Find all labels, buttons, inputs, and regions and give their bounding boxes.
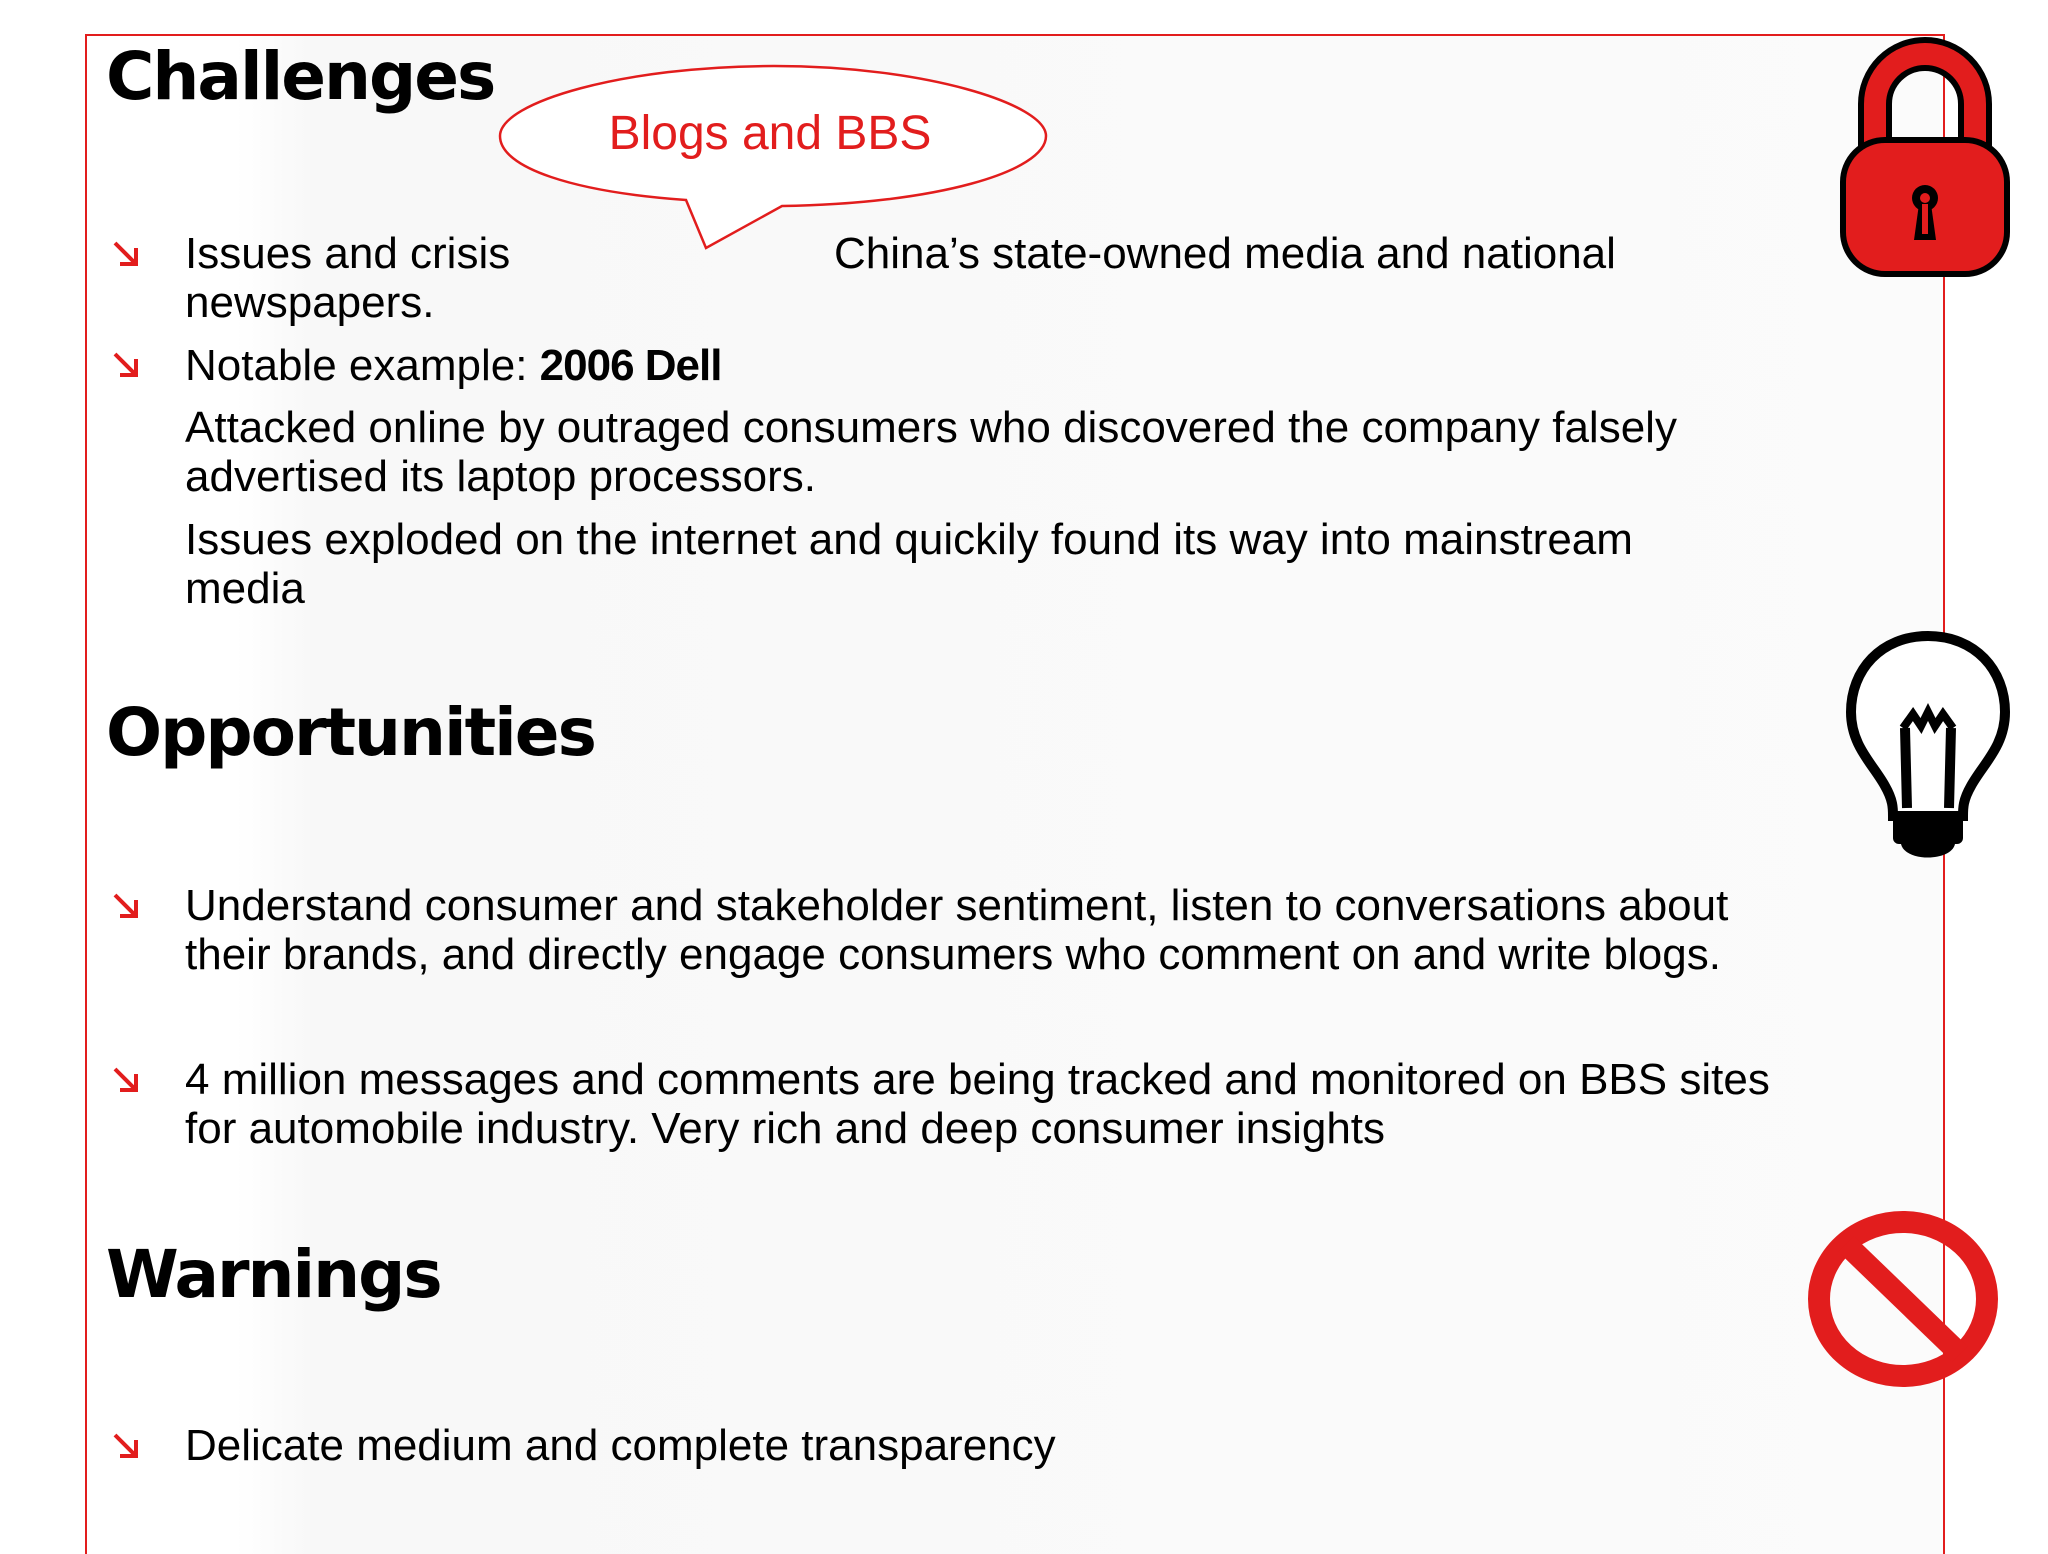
challenge-detail-2-line-2: media bbox=[185, 564, 305, 613]
notable-example-label: Notable example: bbox=[185, 341, 540, 390]
opportunity-bullet-2-line-2: for automobile industry. Very rich and deep consumer insights bbox=[185, 1104, 1386, 1153]
challenges-heading: Challenges bbox=[106, 38, 495, 115]
arrow-down-right-icon bbox=[110, 1064, 142, 1096]
opportunities-heading: Opportunities bbox=[106, 694, 595, 771]
challenge-detail-2-line-1: Issues exploded on the internet and quickily found its way into mainstream bbox=[185, 515, 1633, 564]
challenge-bullet-2 bbox=[185, 341, 721, 390]
arrow-down-right-icon bbox=[110, 890, 142, 922]
arrow-down-right-icon bbox=[110, 1430, 142, 1462]
lightbulb-icon bbox=[1843, 628, 2013, 868]
opportunity-bullet-2-line-1: 4 million messages and comments are being tracked and monitored on BBS sites bbox=[185, 1055, 1770, 1104]
arrow-down-right-icon bbox=[110, 238, 142, 270]
challenge-detail-1-line-2: advertised its laptop processors. bbox=[185, 452, 816, 501]
opportunity-bullet-1-line-1: Understand consumer and stakeholder sentiment, listen to conversations about bbox=[185, 881, 1729, 930]
warnings-heading: Warnings bbox=[106, 1236, 441, 1313]
warning-bullet-1: Delicate medium and complete transparency bbox=[185, 1421, 1056, 1470]
callout-label: Blogs and BBS bbox=[608, 107, 932, 160]
arrow-down-right-icon bbox=[110, 349, 142, 381]
challenge-detail-1-line-1: Attacked online by outraged consumers who discovered the company falsely bbox=[185, 403, 1677, 452]
challenge-bullet-1-left: Issues and crisis bbox=[185, 229, 511, 278]
opportunity-bullet-1-line-2: their brands, and directly engage consumers who comment on and write blogs. bbox=[185, 930, 1721, 979]
padlock-icon bbox=[1835, 28, 2015, 283]
challenge-bullet-1-continued: newspapers. bbox=[185, 278, 435, 327]
notable-example-value: 2006 Dell bbox=[539, 341, 722, 390]
prohibited-icon bbox=[1806, 1208, 2000, 1390]
challenge-bullet-1-right: China’s state-owned media and national bbox=[834, 229, 1616, 278]
